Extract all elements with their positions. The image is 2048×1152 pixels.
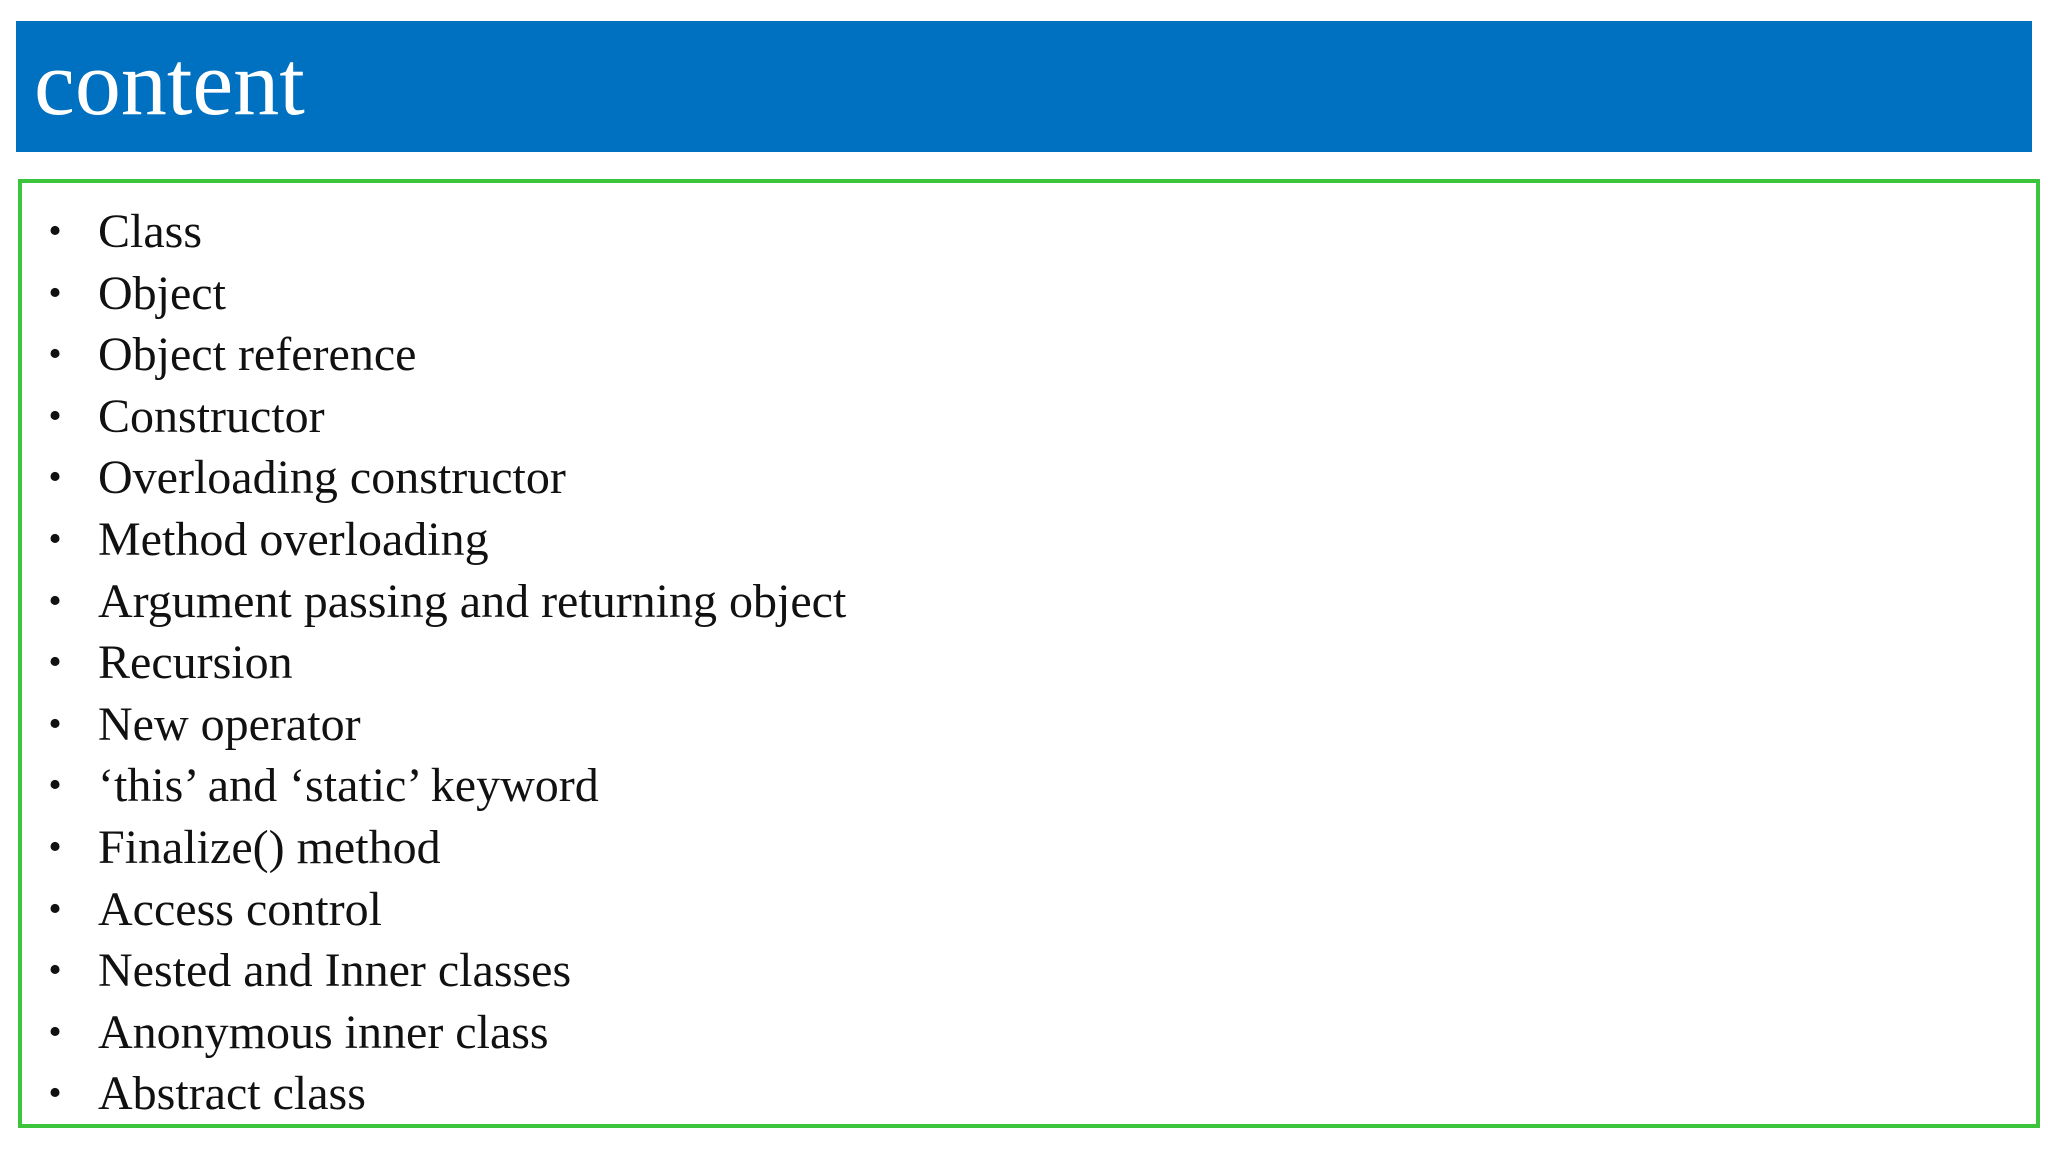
content-box	[18, 179, 2040, 1128]
bullet-icon: •	[48, 271, 62, 314]
list-item-label: Access control	[98, 882, 382, 936]
list-item-label: Object	[98, 266, 226, 320]
bullet-icon: •	[48, 394, 62, 437]
bullet-icon: •	[48, 764, 62, 807]
bullet-icon: •	[48, 517, 62, 560]
bullet-icon: •	[48, 1072, 62, 1115]
bullet-icon: •	[48, 702, 62, 745]
list-item-label: Anonymous inner class	[98, 1005, 549, 1059]
list-item-label: Recursion	[98, 636, 293, 690]
bullet-icon: •	[48, 210, 62, 252]
bullet-icon: •	[48, 825, 62, 868]
list-item-label: Method overloading	[98, 512, 489, 566]
bullet-icon: •	[48, 579, 62, 622]
list-item-label: Class	[98, 205, 203, 258]
list-item-label: Argument passing and returning object	[98, 574, 847, 628]
list-item-label: Object reference	[98, 328, 417, 382]
title-bar	[16, 21, 2032, 152]
list-item-label: Overloading constructor	[98, 451, 566, 505]
list-item-label: New operator	[98, 697, 361, 751]
bullet-icon: •	[48, 887, 62, 930]
slide-title: content	[34, 32, 305, 134]
bullet-icon: •	[48, 333, 62, 376]
bullet-icon: •	[48, 1010, 62, 1053]
list-item-label: Finalize() method	[98, 820, 441, 874]
bullet-icon: •	[48, 949, 62, 992]
list-item-label: Nested and Inner classes	[98, 944, 572, 998]
list-item-label: Abstract class	[98, 1067, 366, 1121]
list-item-label: ‘this’ and ‘static’ keyword	[98, 759, 599, 813]
bullet-icon: •	[48, 456, 62, 499]
bullet-icon: •	[48, 641, 62, 684]
list-item-label: Constructor	[98, 389, 325, 443]
